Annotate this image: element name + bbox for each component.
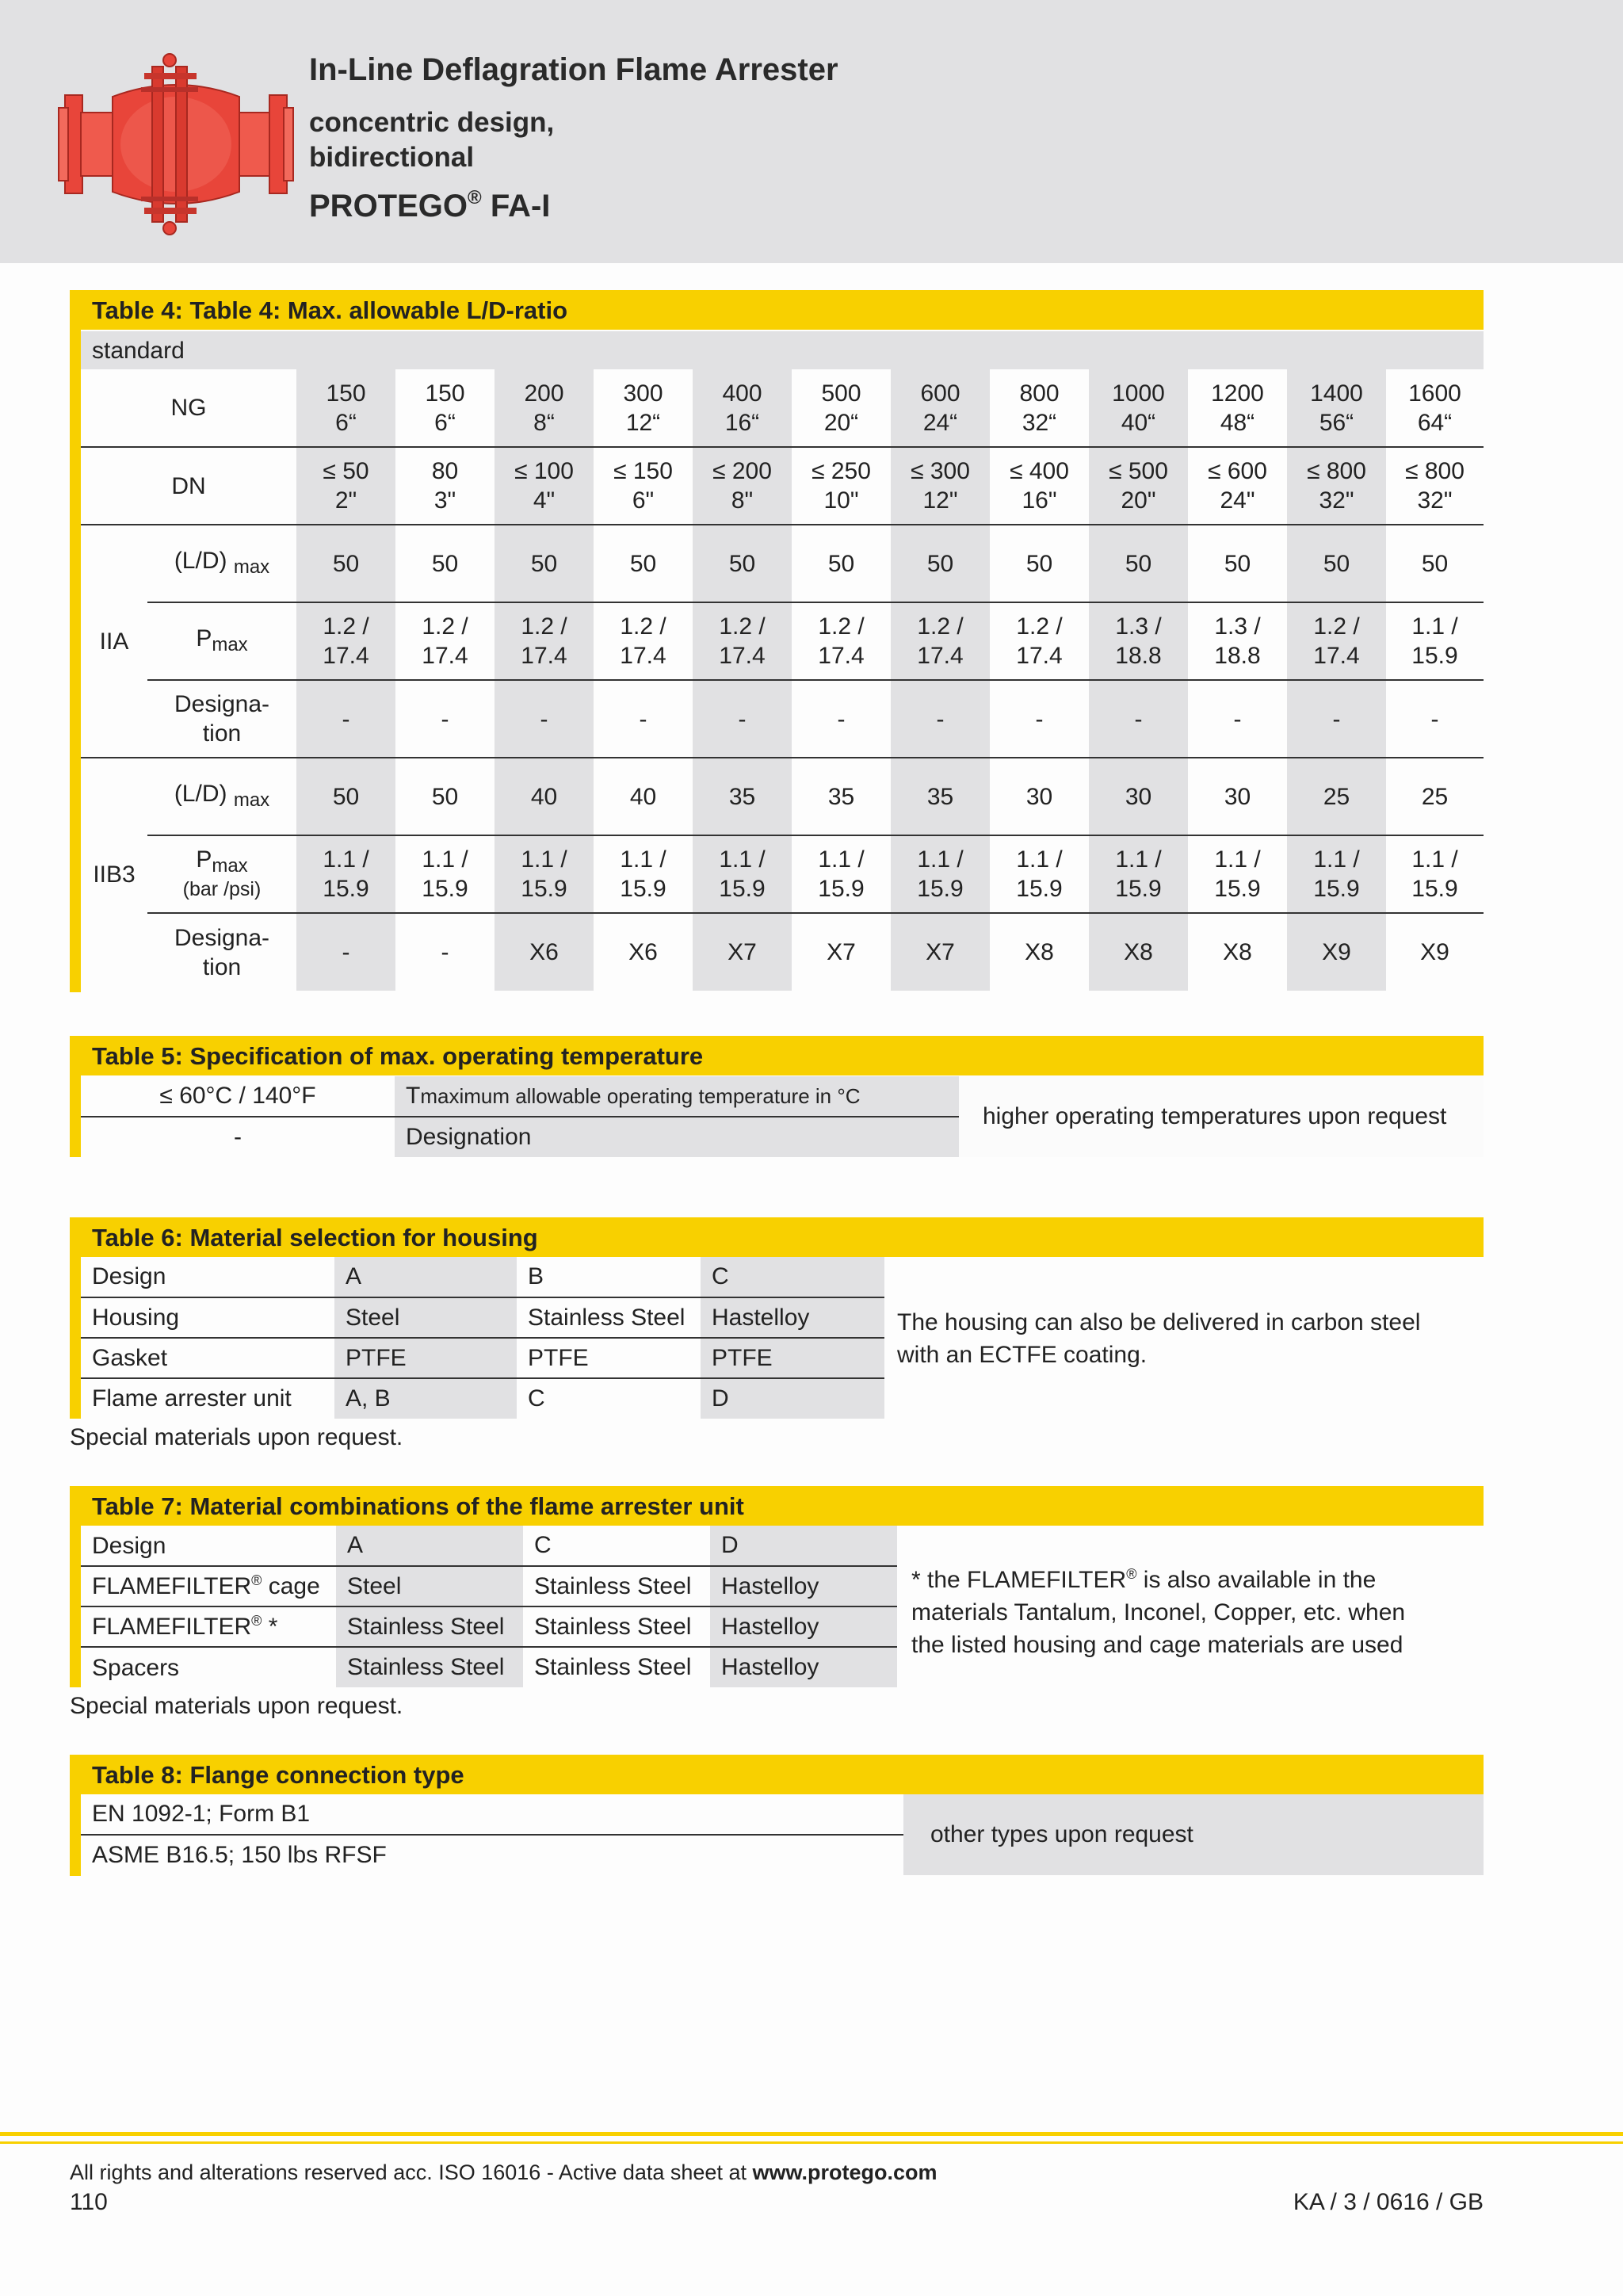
table-row xyxy=(81,1606,897,1647)
iia-ld-row xyxy=(81,525,1484,602)
product-model: FA-I xyxy=(481,189,551,223)
table5-title: Table 5: Specification of max. operating temperature xyxy=(70,1036,1484,1075)
ld-max-cell: 50 xyxy=(891,525,990,602)
ld-max-label: (L/D) $_{max}$ xyxy=(147,758,296,835)
ld-max-cell: 35 xyxy=(792,758,891,835)
designation-cell: - xyxy=(891,680,990,758)
pmax-cell: 1.1 / 15.9 xyxy=(495,835,594,913)
ng-cell: 400 16“ xyxy=(693,369,792,447)
table-row xyxy=(81,1566,897,1606)
material-cell: Stainless Steel xyxy=(523,1566,710,1606)
designation-cell: - xyxy=(441,939,449,965)
ng-cell: 1000 40“ xyxy=(1089,369,1188,447)
ng-cell: 1200 48“ xyxy=(1188,369,1287,447)
table8-accent-bar xyxy=(70,1755,81,1876)
table7-note-line-1: * the FLAMEFILTER® is also available in the xyxy=(911,1566,1377,1593)
pmax-label: $P_{max}$ xyxy=(147,602,296,680)
footer-rights: All rights and alterations reserved acc. ISO 16016 - Active data sheet at www.protego.com xyxy=(70,2160,938,2184)
ld-max-cell: 50 xyxy=(395,525,495,602)
designation-cell: - xyxy=(594,680,693,758)
pmax-cell: 1.1 / 15.9 xyxy=(1386,835,1484,913)
page-number: 110 xyxy=(70,2189,108,2215)
row-label: Gasket xyxy=(81,1338,334,1378)
dn-label: DN xyxy=(81,447,296,525)
ld-max-cell: 50 xyxy=(594,525,693,602)
ld-max-cell: 50 xyxy=(1188,525,1287,602)
table6-note-line-1: The housing can also be delivered in carbon steel xyxy=(897,1309,1421,1335)
dn-cell: ≤ 400 16" xyxy=(990,447,1089,525)
table-row xyxy=(81,1526,897,1566)
dn-cell: ≤ 250 10" xyxy=(792,447,891,525)
ng-cell: 150 6“ xyxy=(395,369,495,447)
pmax-cell: 1.2 / 17.4 xyxy=(395,602,495,680)
pmax-cell: 1.3 / 18.8 xyxy=(1188,602,1287,680)
designation-cell: - xyxy=(395,680,495,758)
designation-cell: - xyxy=(296,913,395,991)
ng-cell: 200 8“ xyxy=(495,369,594,447)
flange-type-asme: ASME B16.5; 150 lbs RFSF xyxy=(92,1842,387,1868)
ng-cell: 1600 64“ xyxy=(1386,369,1484,447)
dn-cell: ≤ 300 12" xyxy=(891,447,990,525)
table7-material-combinations xyxy=(81,1526,897,1687)
pmax-cell: 1.1 / 15.9 xyxy=(395,835,495,913)
table6-accent-bar xyxy=(70,1217,81,1419)
material-cell: Stainless Steel xyxy=(336,1606,523,1647)
table-row xyxy=(81,1338,884,1378)
ld-max-cell: 50 xyxy=(395,758,495,835)
row-label: Design xyxy=(81,1526,336,1566)
ld-max-cell: 50 xyxy=(296,525,395,602)
table6-housing-material xyxy=(81,1257,884,1419)
ld-max-cell: 25 xyxy=(1287,758,1386,835)
page-title: In-Line Deflagration Flame Arrester xyxy=(309,52,838,87)
table7-note-line-3: the listed housing and cage materials are used xyxy=(911,1632,1403,1658)
ld-max-cell: 40 xyxy=(594,758,693,835)
pmax-cell: 1.1 / 15.9 xyxy=(1089,835,1188,913)
material-cell: Steel xyxy=(336,1566,523,1606)
pmax-cell: 1.1 / 15.9 xyxy=(1188,835,1287,913)
pmax-cell: 1.2 / 17.4 xyxy=(792,602,891,680)
pmax-cell: 1.2 / 17.4 xyxy=(296,602,395,680)
table6-section xyxy=(70,1217,1484,1257)
material-cell: C xyxy=(701,1257,884,1297)
table4-accent-bar xyxy=(70,290,81,992)
designation-cell: - xyxy=(990,680,1089,758)
pmax-cell: 1.2 / 17.4 xyxy=(693,602,792,680)
designation-cell: - xyxy=(495,680,594,758)
material-cell: PTFE xyxy=(701,1338,884,1378)
material-cell: D xyxy=(701,1378,884,1419)
material-cell: A, B xyxy=(334,1378,517,1419)
flange-note: other types upon request xyxy=(903,1794,1484,1875)
material-cell: A xyxy=(334,1257,517,1297)
ng-cell: 600 24“ xyxy=(891,369,990,447)
flange-type-en: EN 1092-1; Form B1 xyxy=(81,1794,903,1835)
material-cell: PTFE xyxy=(334,1338,517,1378)
material-cell: Steel xyxy=(334,1297,517,1338)
pmax-cell: 1.1 / 15.9 xyxy=(296,835,395,913)
iia-pmax-row xyxy=(81,602,1484,680)
ng-label: NG xyxy=(81,369,296,447)
page-header xyxy=(0,0,1623,263)
footer-rule-thin xyxy=(0,2141,1623,2144)
designation-cell: X7 xyxy=(891,913,990,991)
material-cell: Hastelloy xyxy=(710,1566,897,1606)
pmax-cell: 1.1 / 15.9 xyxy=(1287,835,1386,913)
designation-cell: - xyxy=(1089,680,1188,758)
dn-cell: ≤ 200 8" xyxy=(693,447,792,525)
iib3-pmax-row xyxy=(81,835,1484,913)
designation-cell: X8 xyxy=(1089,913,1188,991)
ld-max-cell: 30 xyxy=(990,758,1089,835)
subtitle-line-2: bidirectional xyxy=(309,142,475,173)
material-cell: A xyxy=(336,1526,523,1566)
flame-arrester-illustration xyxy=(57,49,295,239)
table6-note xyxy=(897,1306,1420,1371)
table8-section xyxy=(70,1755,1484,1794)
document-code: KA / 3 / 0616 / GB xyxy=(1293,2189,1484,2215)
ld-max-cell: 50 xyxy=(495,525,594,602)
ld-max-cell: 30 xyxy=(1089,758,1188,835)
ng-cell: 1400 56“ xyxy=(1287,369,1386,447)
temp-limit-cell: ≤ 60°C / 140°F xyxy=(81,1076,395,1117)
subtitle-line-1: concentric design, xyxy=(309,107,555,138)
iib3-designation-row xyxy=(81,913,1484,991)
ld-max-cell: 40 xyxy=(495,758,594,835)
ng-cell: 800 32“ xyxy=(990,369,1089,447)
pmax-cell: 1.2 / 17.4 xyxy=(990,602,1089,680)
pmax-cell: 1.1 / 15.9 xyxy=(792,835,891,913)
pmax-cell: 1.1 / 15.9 xyxy=(891,835,990,913)
iib3-ld-row xyxy=(81,758,1484,835)
table7-accent-bar xyxy=(70,1486,81,1687)
table6-title: Table 6: Material selection for housing xyxy=(70,1217,1484,1257)
designation-cell: X9 xyxy=(1287,913,1386,991)
pmax-cell: 1.1 / 15.9 xyxy=(693,835,792,913)
pmax-cell: 1.1 / 15.9 xyxy=(990,835,1089,913)
row-label: Flame arrester unit xyxy=(92,1385,292,1412)
table8-title: Table 8: Flange connection type xyxy=(70,1755,1484,1794)
table7-note xyxy=(911,1558,1405,1661)
dn-cell: ≤ 800 32" xyxy=(1386,447,1484,525)
temp-note: higher operating temperatures upon request xyxy=(959,1076,1484,1157)
pmax-label: $P_{max}$ (bar /psi) xyxy=(147,835,296,913)
table-row xyxy=(81,1647,897,1687)
dn-cell: ≤ 500 20" xyxy=(1089,447,1188,525)
designation-cell: X7 xyxy=(693,913,792,991)
group-iia-label: IIA xyxy=(81,525,147,758)
designation-cell: - xyxy=(1188,680,1287,758)
pmax-cell: 1.3 / 18.8 xyxy=(1089,602,1188,680)
dn-cell: ≤ 50 2" xyxy=(296,447,395,525)
ng-cell: 150 6“ xyxy=(296,369,395,447)
dn-cell: ≤ 150 6" xyxy=(594,447,693,525)
pmax-cell: 1.2 / 17.4 xyxy=(1287,602,1386,680)
designation-cell: X9 xyxy=(1420,939,1449,965)
page-subtitle xyxy=(309,105,554,175)
table8-flange-connection xyxy=(81,1794,1484,1875)
ld-max-cell: 30 xyxy=(1188,758,1287,835)
footer-url[interactable]: www.protego.com xyxy=(752,2160,938,2184)
table6-footer-note: Special materials upon request. xyxy=(70,1424,403,1450)
pmax-cell: 1.2 / 17.4 xyxy=(495,602,594,680)
temp-designation-value: - xyxy=(234,1124,242,1150)
pmax-cell: 1.2 / 17.4 xyxy=(594,602,693,680)
iia-designation-row xyxy=(81,680,1484,758)
ld-max-cell: 25 xyxy=(1386,758,1484,835)
ld-max-label: (L/D) $_{max}$ xyxy=(147,525,296,602)
row-label: Housing xyxy=(81,1297,334,1338)
designation-cell: X8 xyxy=(1025,939,1054,965)
table7-note-line-2: materials Tantalum, Inconel, Copper, etc. when xyxy=(911,1599,1406,1626)
material-cell: C xyxy=(528,1385,545,1412)
footer-rule xyxy=(0,2132,1623,2136)
designation-label: Designa- tion xyxy=(147,680,296,758)
table4-section xyxy=(70,290,1484,330)
table-row xyxy=(81,1297,884,1338)
ld-max-cell: 50 xyxy=(296,758,395,835)
temp-desc-cell: Tmaximum allowable operating temperature in °C xyxy=(395,1076,959,1117)
table7-title: Table 7: Material combinations of the flame arrester unit xyxy=(70,1486,1484,1526)
designation-cell: - xyxy=(1287,680,1386,758)
designation-cell: X6 xyxy=(628,939,658,965)
table6-note-line-2: with an ECTFE coating. xyxy=(897,1342,1148,1368)
table-row xyxy=(81,1378,884,1419)
row-label: Spacers xyxy=(92,1654,180,1681)
dn-cell: 80 3" xyxy=(395,447,495,525)
dn-cell: ≤ 800 32" xyxy=(1287,447,1386,525)
ld-max-cell: 50 xyxy=(1287,525,1386,602)
designation-cell: - xyxy=(693,680,792,758)
table7-footer-note: Special materials upon request. xyxy=(70,1693,403,1719)
table-row xyxy=(81,1257,884,1297)
ld-max-cell: 50 xyxy=(990,525,1089,602)
row-label: FLAMEFILTER® * xyxy=(81,1606,336,1647)
material-cell: Stainless Steel xyxy=(517,1297,701,1338)
material-cell: D xyxy=(710,1526,897,1566)
designation-cell: - xyxy=(792,680,891,758)
material-cell: Hastelloy xyxy=(710,1647,897,1687)
group-iib3-label: IIB3 xyxy=(93,861,136,888)
product-brand: PROTEGO xyxy=(309,189,468,223)
pmax-cell: 1.1 / 15.9 xyxy=(1386,602,1484,680)
ng-cell: 300 12“ xyxy=(594,369,693,447)
ld-max-cell: 50 xyxy=(693,525,792,602)
ng-cell: 500 20“ xyxy=(792,369,891,447)
dn-cell: ≤ 600 24" xyxy=(1188,447,1287,525)
material-cell: B xyxy=(517,1257,701,1297)
product-name xyxy=(309,187,550,224)
designation-cell: - xyxy=(296,680,395,758)
dn-cell: ≤ 100 4" xyxy=(495,447,594,525)
designation-cell: - xyxy=(1386,680,1484,758)
designation-cell: X7 xyxy=(827,939,856,965)
ld-max-cell: 50 xyxy=(1089,525,1188,602)
table4-title: Table 4: Table 4: Max. allowable L/D-ratio xyxy=(70,290,1484,330)
material-cell: Hastelloy xyxy=(701,1297,884,1338)
material-cell: PTFE xyxy=(517,1338,701,1378)
designation-cell: X6 xyxy=(495,913,594,991)
ld-max-cell: 50 xyxy=(1386,525,1484,602)
registered-mark: ® xyxy=(468,187,482,208)
row-label: Design xyxy=(81,1257,334,1297)
designation-label: Designa- tion xyxy=(174,924,270,980)
dn-row xyxy=(81,447,1484,525)
ld-max-cell: 35 xyxy=(891,758,990,835)
table4-ld-ratio xyxy=(81,331,1484,991)
material-cell: Hastelloy xyxy=(710,1606,897,1647)
row-label: FLAMEFILTER® cage xyxy=(81,1566,336,1606)
pmax-cell: 1.1 / 15.9 xyxy=(594,835,693,913)
pmax-cell: 1.2 / 17.4 xyxy=(891,602,990,680)
material-cell: Stainless Steel xyxy=(523,1606,710,1647)
ld-max-cell: 35 xyxy=(693,758,792,835)
material-cell: Stainless Steel xyxy=(534,1654,692,1680)
material-cell: C xyxy=(523,1526,710,1566)
ld-max-cell: 50 xyxy=(792,525,891,602)
designation-cell: X8 xyxy=(1223,939,1252,965)
table5-temperature xyxy=(81,1076,1484,1157)
temp-designation-label: Designation xyxy=(395,1117,959,1157)
material-cell: Stainless Steel xyxy=(336,1647,523,1687)
ng-row xyxy=(81,369,1484,447)
standard-label: standard xyxy=(81,331,1484,369)
table5-section xyxy=(70,1036,1484,1075)
table5-accent-bar xyxy=(70,1036,81,1157)
table7-section xyxy=(70,1486,1484,1526)
